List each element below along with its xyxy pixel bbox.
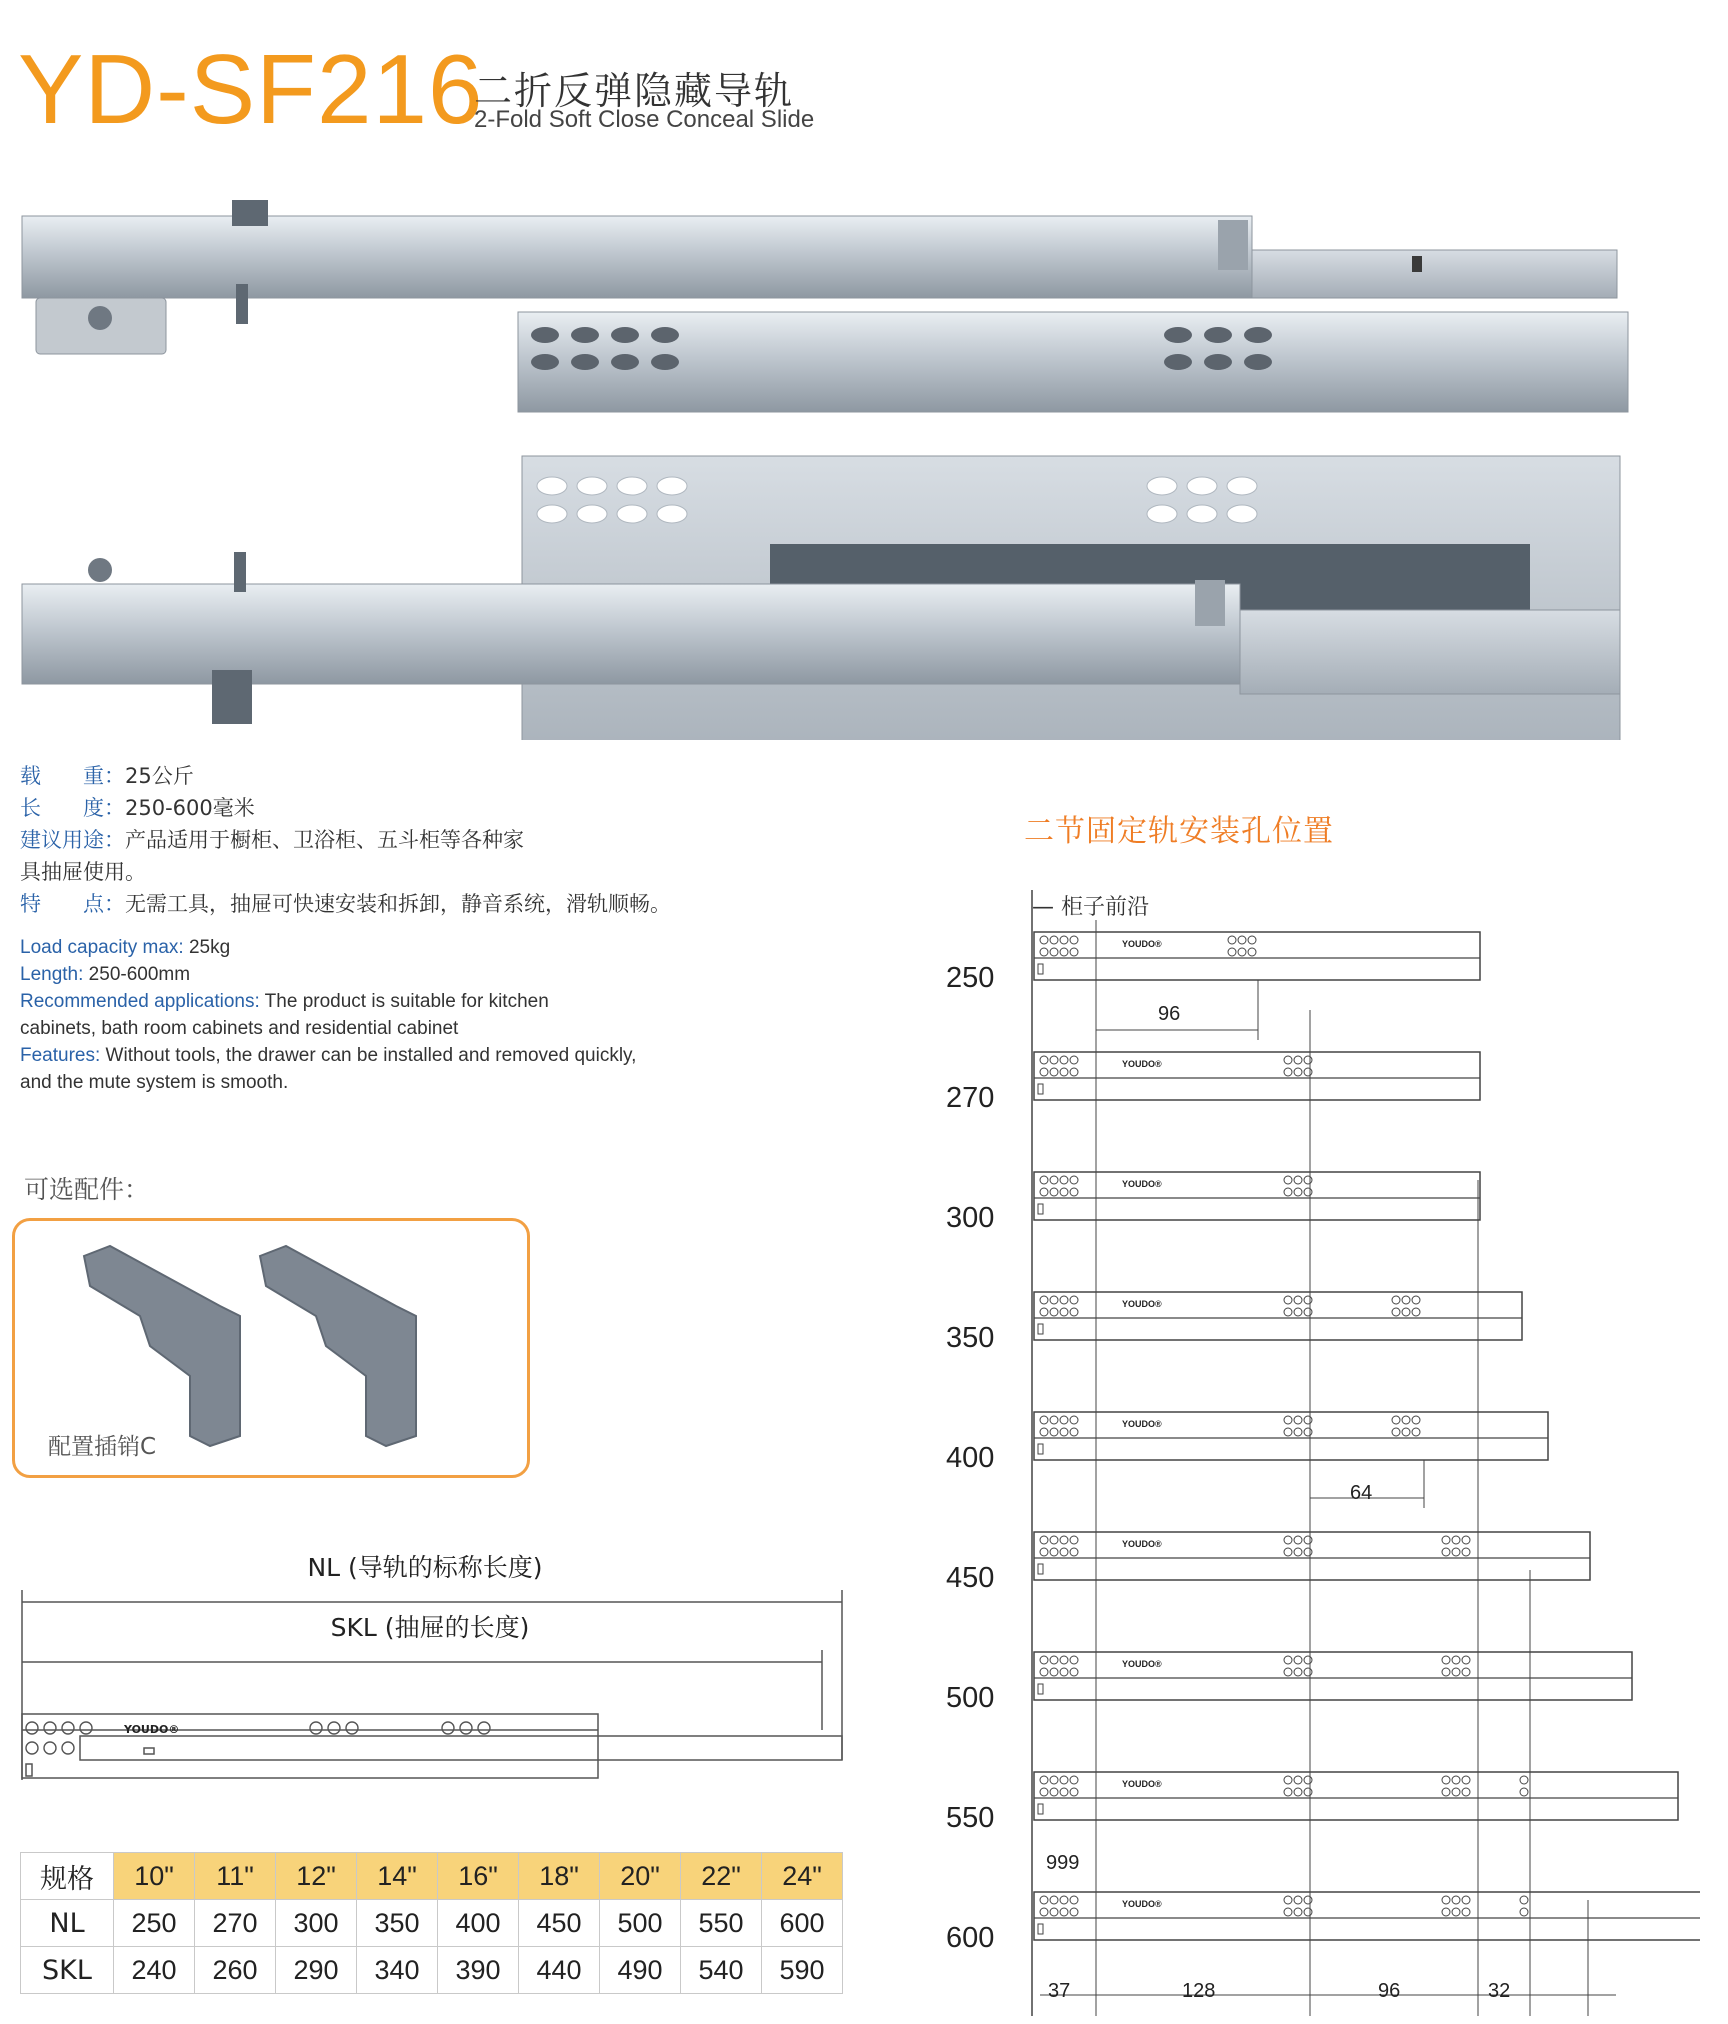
hole	[1392, 1296, 1400, 1304]
spec-en-list	[20, 934, 740, 1096]
hole	[1050, 1896, 1058, 1904]
hole	[1060, 1056, 1068, 1064]
hole	[1040, 1668, 1048, 1676]
spec-cn-row	[20, 888, 671, 920]
spec-en-label: Length:	[20, 964, 84, 985]
table-cell: 540	[681, 1947, 762, 1994]
hole	[1304, 1176, 1312, 1184]
slide-schematic	[1034, 1532, 1590, 1580]
hole	[1050, 936, 1058, 944]
rail-outline	[1034, 1412, 1548, 1460]
hole	[1520, 1896, 1528, 1904]
hole	[1304, 1656, 1312, 1664]
spec-cn-label: 特 点：	[20, 892, 125, 916]
hole	[1442, 1896, 1450, 1904]
hole	[1060, 1176, 1068, 1184]
hole	[1060, 1788, 1068, 1796]
hole	[1040, 1056, 1048, 1064]
size-label: 250	[946, 962, 995, 994]
hole	[1442, 1788, 1450, 1796]
hole	[1284, 1416, 1292, 1424]
hole	[1402, 1416, 1410, 1424]
hole	[1392, 1428, 1400, 1436]
rail-slot	[1038, 1444, 1043, 1454]
front-edge-label: — 柜子前沿	[1032, 895, 1150, 920]
product-photo	[0, 180, 1728, 740]
table-row	[21, 1947, 843, 1994]
slide-schematic	[1034, 1772, 1678, 1820]
table-cell: 600	[762, 1900, 843, 1947]
table-cell: 300	[276, 1900, 357, 1947]
spec-en-row	[20, 1069, 740, 1096]
hole	[1070, 1548, 1078, 1556]
table-cell: 390	[438, 1947, 519, 1994]
table-cell: 240	[114, 1947, 195, 1994]
hole	[1452, 1896, 1460, 1904]
table-cell: 550	[681, 1900, 762, 1947]
hole	[1040, 1416, 1048, 1424]
nl-label: NL (导轨的标称长度)	[307, 1553, 543, 1582]
rail-slot	[1038, 1684, 1043, 1694]
hole	[1070, 1056, 1078, 1064]
rail-slot	[1038, 1204, 1043, 1214]
optional-title: 可选配件：	[24, 1175, 150, 1204]
hole	[1304, 1308, 1312, 1316]
table-cell: 12"	[276, 1853, 357, 1900]
table-cell: 290	[276, 1947, 357, 1994]
spec-cn-row	[20, 824, 671, 856]
hole	[1284, 1776, 1292, 1784]
hole	[1520, 1776, 1528, 1784]
rail-slot	[1038, 1924, 1043, 1934]
hole	[1392, 1416, 1400, 1424]
brand-mark: YOUDO®	[1122, 1779, 1162, 1789]
slide-schematic	[1034, 932, 1480, 980]
hole	[1442, 1908, 1450, 1916]
optional-item-label: 配置插销C	[48, 1434, 157, 1460]
hole-rows	[1034, 932, 1700, 1940]
hole	[1304, 1536, 1312, 1544]
slide-schematic	[1034, 1292, 1522, 1340]
hole	[1442, 1656, 1450, 1664]
hole	[1060, 1668, 1068, 1676]
hole	[1294, 1776, 1302, 1784]
table-cell: 14"	[357, 1853, 438, 1900]
rail-slot	[1038, 1804, 1043, 1814]
size-label: 450	[946, 1562, 995, 1594]
table-row-label: SKL	[21, 1947, 114, 1994]
hole	[1294, 1308, 1302, 1316]
hole	[1060, 1308, 1068, 1316]
hole	[1462, 1896, 1470, 1904]
hole	[1040, 1896, 1048, 1904]
hole	[1070, 1176, 1078, 1184]
hole	[1284, 1896, 1292, 1904]
brand-mark: YOUDO®	[124, 1723, 180, 1736]
hole	[1452, 1788, 1460, 1796]
spec-cn-value: 25公斤	[125, 764, 194, 788]
hole	[1070, 1656, 1078, 1664]
hole	[1462, 1788, 1470, 1796]
dim-bottom-label: 32	[1488, 1980, 1511, 2002]
hole	[1040, 1068, 1048, 1076]
hole	[1412, 1416, 1420, 1424]
hole	[1050, 1548, 1058, 1556]
hole	[1060, 1896, 1068, 1904]
spec-cn-label: 载 重：	[20, 764, 125, 788]
hole	[1452, 1668, 1460, 1676]
table-cell: 340	[357, 1947, 438, 1994]
hole	[1228, 936, 1236, 944]
dim-999-label: 999	[1046, 1852, 1080, 1874]
table-cell: 260	[195, 1947, 276, 1994]
brand-mark: YOUDO®	[1122, 1419, 1162, 1429]
spec-en-label: Load capacity max:	[20, 937, 184, 958]
hole	[1050, 1776, 1058, 1784]
hole	[1040, 1548, 1048, 1556]
table-cell: 20"	[600, 1853, 681, 1900]
hole	[1060, 1296, 1068, 1304]
hole	[1284, 1068, 1292, 1076]
hole	[1284, 1188, 1292, 1196]
hole	[1284, 1788, 1292, 1796]
hole	[1248, 948, 1256, 956]
hole	[1304, 1416, 1312, 1424]
spec-en-value: and the mute system is smooth.	[20, 1072, 289, 1093]
hole	[1452, 1908, 1460, 1916]
table-cell: 450	[519, 1900, 600, 1947]
dim-bottom-label: 128	[1182, 1980, 1216, 2002]
hole	[1050, 1668, 1058, 1676]
hole	[1294, 1668, 1302, 1676]
hole	[1050, 1308, 1058, 1316]
spec-cn-row	[20, 792, 671, 824]
hole	[1462, 1668, 1470, 1676]
table-cell: 10"	[114, 1853, 195, 1900]
spec-en-row	[20, 988, 740, 1015]
hole	[1040, 1908, 1048, 1916]
slide-schematic	[1034, 1652, 1632, 1700]
spec-en-value: 250-600mm	[83, 964, 191, 985]
hole-position-title: 二节固定轨安装孔位置	[1024, 814, 1334, 849]
table-row-label: 规格	[21, 1853, 114, 1900]
size-label: 350	[946, 1322, 995, 1354]
hole	[1248, 936, 1256, 944]
hole	[1462, 1536, 1470, 1544]
hole	[1040, 1428, 1048, 1436]
hole	[1294, 1176, 1302, 1184]
hole	[1060, 1656, 1068, 1664]
brand-mark: YOUDO®	[1122, 1059, 1162, 1069]
spec-en-value: The product is suitable for kitchen	[259, 991, 549, 1012]
hole	[1238, 948, 1246, 956]
hole	[1050, 1908, 1058, 1916]
lower-slide-image	[22, 456, 1620, 740]
hole	[1304, 1296, 1312, 1304]
hole	[1060, 1536, 1068, 1544]
hole	[1412, 1308, 1420, 1316]
hole	[1070, 1428, 1078, 1436]
hole	[1304, 1668, 1312, 1676]
hole	[1070, 1776, 1078, 1784]
size-label: 270	[946, 1082, 995, 1114]
hole	[1442, 1776, 1450, 1784]
spec-cn-label: 长 度：	[20, 796, 125, 820]
hole	[1452, 1548, 1460, 1556]
slide-schematic	[1034, 1412, 1548, 1460]
hole	[1050, 1068, 1058, 1076]
size-label: 550	[946, 1802, 995, 1834]
size-label: 500	[946, 1682, 995, 1714]
hole	[1284, 1908, 1292, 1916]
spec-en-label: Recommended applications:	[20, 991, 260, 1012]
brand-mark: YOUDO®	[1122, 939, 1162, 949]
hole	[1452, 1656, 1460, 1664]
spec-cn-list	[20, 760, 671, 920]
spec-cn-value: 具抽屉使用。	[20, 860, 146, 884]
rail-slot	[1038, 964, 1043, 974]
hole	[1284, 1428, 1292, 1436]
dim-96-label: 96	[1158, 1003, 1181, 1025]
table-cell: 250	[114, 1900, 195, 1947]
upper-slide-image	[22, 200, 1628, 412]
hole	[1462, 1776, 1470, 1784]
dim-bottom-label: 37	[1048, 1980, 1071, 2002]
hole-position-diagram	[1000, 880, 1700, 2020]
dim-64-label: 64	[1350, 1482, 1373, 1504]
hole	[1304, 1428, 1312, 1436]
hole	[1294, 1548, 1302, 1556]
hole	[1060, 1428, 1068, 1436]
hole	[1462, 1548, 1470, 1556]
hole	[1520, 1788, 1528, 1796]
hole	[1040, 1536, 1048, 1544]
hole	[1070, 948, 1078, 956]
hole	[1294, 1056, 1302, 1064]
hole	[1294, 1428, 1302, 1436]
hole	[1070, 1416, 1078, 1424]
slide-schematic	[1034, 1892, 1700, 1940]
brand-mark: YOUDO®	[1122, 1299, 1162, 1309]
dimension-drawing	[0, 1580, 860, 1810]
latch-clip-image	[70, 1236, 490, 1456]
spec-en-row	[20, 934, 740, 961]
table-cell: 16"	[438, 1853, 519, 1900]
table-cell: 400	[438, 1900, 519, 1947]
hole	[1452, 1536, 1460, 1544]
hole	[1284, 1056, 1292, 1064]
hole	[1284, 1536, 1292, 1544]
skl-label: SKL (抽屉的长度)	[330, 1613, 530, 1642]
table-cell: 500	[600, 1900, 681, 1947]
size-label: 400	[946, 1442, 995, 1474]
hole	[1040, 1176, 1048, 1184]
spec-en-row	[20, 1015, 740, 1042]
hole	[1040, 1788, 1048, 1796]
hole	[1294, 1416, 1302, 1424]
hole	[1060, 1188, 1068, 1196]
hole	[1070, 936, 1078, 944]
rail-outline	[1034, 932, 1480, 980]
slide-schematic	[1034, 1052, 1480, 1100]
spec-en-row	[20, 1042, 740, 1069]
rail-slot	[1038, 1324, 1043, 1334]
hole	[1392, 1308, 1400, 1316]
rail-outline	[1034, 1292, 1522, 1340]
brand-mark: YOUDO®	[1122, 1659, 1162, 1669]
hole	[1060, 1068, 1068, 1076]
hole	[1040, 1656, 1048, 1664]
table-cell: 350	[357, 1900, 438, 1947]
hole	[1304, 1908, 1312, 1916]
spec-en-value: cabinets, bath room cabinets and residential cabinet	[20, 1018, 459, 1039]
spec-en-row	[20, 961, 740, 988]
model-number: YD-SF216	[18, 34, 484, 144]
hole	[1070, 1896, 1078, 1904]
hole	[1070, 1668, 1078, 1676]
table-cell: 440	[519, 1947, 600, 1994]
hole	[1050, 1188, 1058, 1196]
hole	[1050, 1536, 1058, 1544]
brand-mark: YOUDO®	[1122, 1179, 1162, 1189]
hole	[1060, 948, 1068, 956]
hole	[1040, 1776, 1048, 1784]
table-cell: 24"	[762, 1853, 843, 1900]
table-cell: 22"	[681, 1853, 762, 1900]
hole	[1294, 1908, 1302, 1916]
hole	[1284, 1296, 1292, 1304]
hole	[1442, 1668, 1450, 1676]
hole	[1294, 1296, 1302, 1304]
hole	[1294, 1068, 1302, 1076]
size-label: 600	[946, 1922, 995, 1954]
hole	[1050, 1296, 1058, 1304]
hole	[1304, 1056, 1312, 1064]
hole	[1050, 948, 1058, 956]
rail-slot	[1038, 1564, 1043, 1574]
hole	[1070, 1068, 1078, 1076]
hole	[1284, 1176, 1292, 1184]
hole	[1442, 1536, 1450, 1544]
hole	[1070, 1188, 1078, 1196]
hole	[1238, 936, 1246, 944]
hole	[1050, 1176, 1058, 1184]
table-row-label: NL	[21, 1900, 114, 1947]
hole	[1060, 936, 1068, 944]
spec-cn-row	[20, 760, 671, 792]
hole	[1304, 1188, 1312, 1196]
hole	[1304, 1788, 1312, 1796]
front-edge-text: 柜子前沿	[1061, 895, 1150, 920]
dim-bottom-label: 96	[1378, 1980, 1401, 2002]
rail-outline	[1034, 1052, 1480, 1100]
hole	[1284, 1656, 1292, 1664]
table-cell: 18"	[519, 1853, 600, 1900]
spec-cn-label: 建议用途：	[20, 828, 125, 852]
hole	[1294, 1788, 1302, 1796]
hole	[1402, 1308, 1410, 1316]
hole	[1304, 1776, 1312, 1784]
table-row	[21, 1853, 843, 1900]
hole	[1070, 1908, 1078, 1916]
brand-mark: YOUDO®	[1122, 1539, 1162, 1549]
hole	[1050, 1428, 1058, 1436]
rail-outline	[1034, 1172, 1480, 1220]
hole	[1294, 1536, 1302, 1544]
spec-en-value: 25kg	[183, 937, 231, 958]
spec-en-label: Features:	[20, 1045, 101, 1066]
hole	[1402, 1428, 1410, 1436]
table-row	[21, 1900, 843, 1947]
hole	[1412, 1428, 1420, 1436]
hole	[1040, 1308, 1048, 1316]
hole	[1462, 1908, 1470, 1916]
hole	[1050, 1416, 1058, 1424]
hole	[1050, 1656, 1058, 1664]
hole	[1402, 1296, 1410, 1304]
hole	[1520, 1908, 1528, 1916]
hole	[1040, 1188, 1048, 1196]
hole	[1304, 1548, 1312, 1556]
product-title-cn: 二折反弹隐藏导轨	[474, 69, 795, 113]
hole	[1284, 1668, 1292, 1676]
hole	[1040, 948, 1048, 956]
product-title-en: 2-Fold Soft Close Conceal Slide	[474, 106, 815, 133]
table-cell: 270	[195, 1900, 276, 1947]
hole	[1284, 1548, 1292, 1556]
table-cell: 590	[762, 1947, 843, 1994]
spec-cn-value: 产品适用于橱柜、卫浴柜、五斗柜等各种家	[125, 828, 524, 852]
hole	[1070, 1308, 1078, 1316]
hole	[1050, 1788, 1058, 1796]
hole	[1070, 1788, 1078, 1796]
spec-en-value: Without tools, the drawer can be installed and removed quickly,	[100, 1045, 637, 1066]
table-cell: 11"	[195, 1853, 276, 1900]
hole	[1060, 1416, 1068, 1424]
hole	[1040, 936, 1048, 944]
hole	[1294, 1896, 1302, 1904]
hole	[1060, 1548, 1068, 1556]
hole	[1452, 1776, 1460, 1784]
hole	[1060, 1776, 1068, 1784]
table-cell: 490	[600, 1947, 681, 1994]
hole	[1284, 1308, 1292, 1316]
spec-cn-row	[20, 856, 671, 888]
hole	[1070, 1536, 1078, 1544]
spec-cn-value: 250-600毫米	[125, 796, 255, 820]
spec-cn-value: 无需工具，抽屉可快速安装和拆卸，静音系统，滑轨顺畅。	[125, 892, 671, 916]
hole	[1304, 1896, 1312, 1904]
hole	[1412, 1296, 1420, 1304]
size-label: 300	[946, 1202, 995, 1234]
rail-slot	[1038, 1084, 1043, 1094]
hole	[1070, 1296, 1078, 1304]
hole	[1462, 1656, 1470, 1664]
hole	[1060, 1908, 1068, 1916]
hole	[1442, 1548, 1450, 1556]
slide-schematic	[1034, 1172, 1480, 1220]
hole	[1050, 1056, 1058, 1064]
hole	[1228, 948, 1236, 956]
hole	[1294, 1188, 1302, 1196]
hole	[1304, 1068, 1312, 1076]
hole	[1294, 1656, 1302, 1664]
brand-mark: YOUDO®	[1122, 1899, 1162, 1909]
spec-table	[20, 1852, 843, 1994]
hole	[1040, 1296, 1048, 1304]
